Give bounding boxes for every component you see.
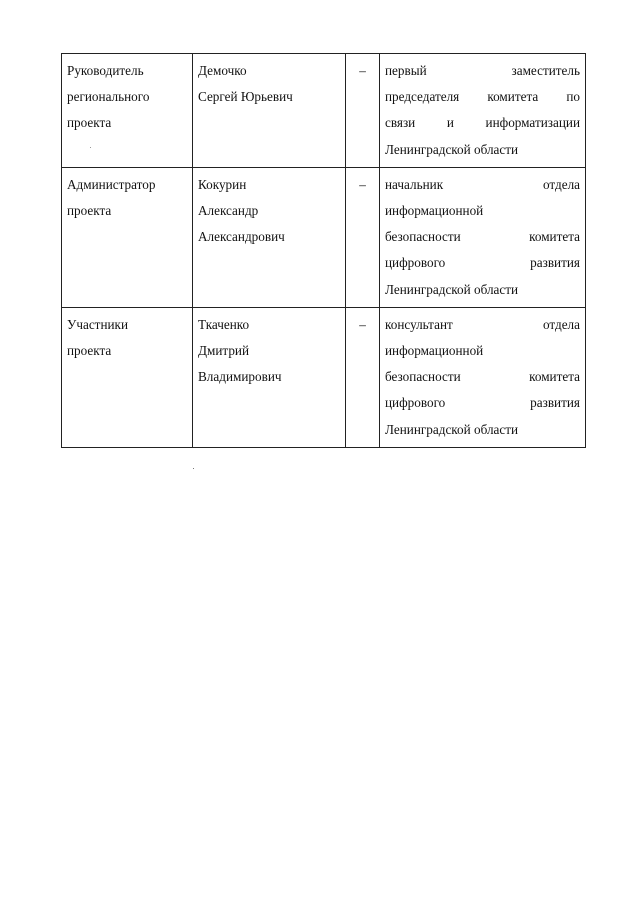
role-cell bbox=[62, 54, 193, 168]
position-text: безопасности комитета bbox=[385, 369, 580, 385]
role-cell bbox=[62, 167, 193, 307]
table-row-project-participants bbox=[62, 307, 586, 447]
person-name: Сергей Юрьевич bbox=[198, 89, 293, 105]
person-name: Демочко bbox=[198, 63, 247, 78]
position-text: председателя комитета по bbox=[385, 89, 580, 105]
dash-cell bbox=[346, 307, 380, 447]
dash-cell bbox=[346, 54, 380, 168]
position-text: Ленинградской области bbox=[385, 281, 519, 297]
dash-separator: – bbox=[359, 316, 366, 332]
position-text: информационной bbox=[385, 343, 484, 359]
dash-separator: – bbox=[359, 176, 366, 192]
position-cell bbox=[380, 167, 586, 307]
person-name: Кокурин bbox=[198, 176, 247, 192]
scan-mark bbox=[193, 468, 194, 469]
name-cell bbox=[193, 307, 346, 447]
position-text: цифрового развития bbox=[385, 395, 580, 411]
dash-separator: – bbox=[359, 63, 366, 78]
person-name: Александр bbox=[198, 203, 259, 219]
person-name: Александрович bbox=[198, 229, 285, 245]
role-cell bbox=[62, 307, 193, 447]
position-cell bbox=[380, 54, 586, 168]
person-name: Дмитрий bbox=[198, 343, 250, 359]
role-text: Администратор bbox=[67, 176, 156, 192]
position-text: Ленинградской области bbox=[385, 421, 519, 437]
table-row-project-administrator bbox=[62, 167, 586, 307]
role-text: Участники bbox=[67, 316, 129, 332]
dash-cell bbox=[346, 167, 380, 307]
position-text: начальник отдела bbox=[385, 176, 580, 192]
role-text: проекта bbox=[67, 203, 112, 219]
role-text: регионального bbox=[67, 89, 150, 105]
position-text: консультант отдела bbox=[385, 316, 580, 332]
position-text: безопасности комитета bbox=[385, 229, 580, 245]
role-text: проекта bbox=[67, 343, 112, 359]
project-roles-table bbox=[61, 53, 586, 448]
position-cell bbox=[380, 307, 586, 447]
role-text: проекта bbox=[67, 115, 112, 131]
role-text: Руководитель bbox=[67, 63, 144, 78]
table-row-project-lead bbox=[62, 54, 586, 168]
position-text: связи и информатизации bbox=[385, 115, 580, 131]
name-cell bbox=[193, 167, 346, 307]
position-text: первый заместитель bbox=[385, 63, 580, 78]
position-text: информационной bbox=[385, 203, 484, 219]
position-text: цифрового развития bbox=[385, 255, 580, 271]
position-text: Ленинградской области bbox=[385, 141, 519, 157]
person-name: Владимирович bbox=[198, 369, 282, 385]
person-name: Ткаченко bbox=[198, 316, 250, 332]
name-cell bbox=[193, 54, 346, 168]
scan-speck bbox=[90, 147, 91, 148]
